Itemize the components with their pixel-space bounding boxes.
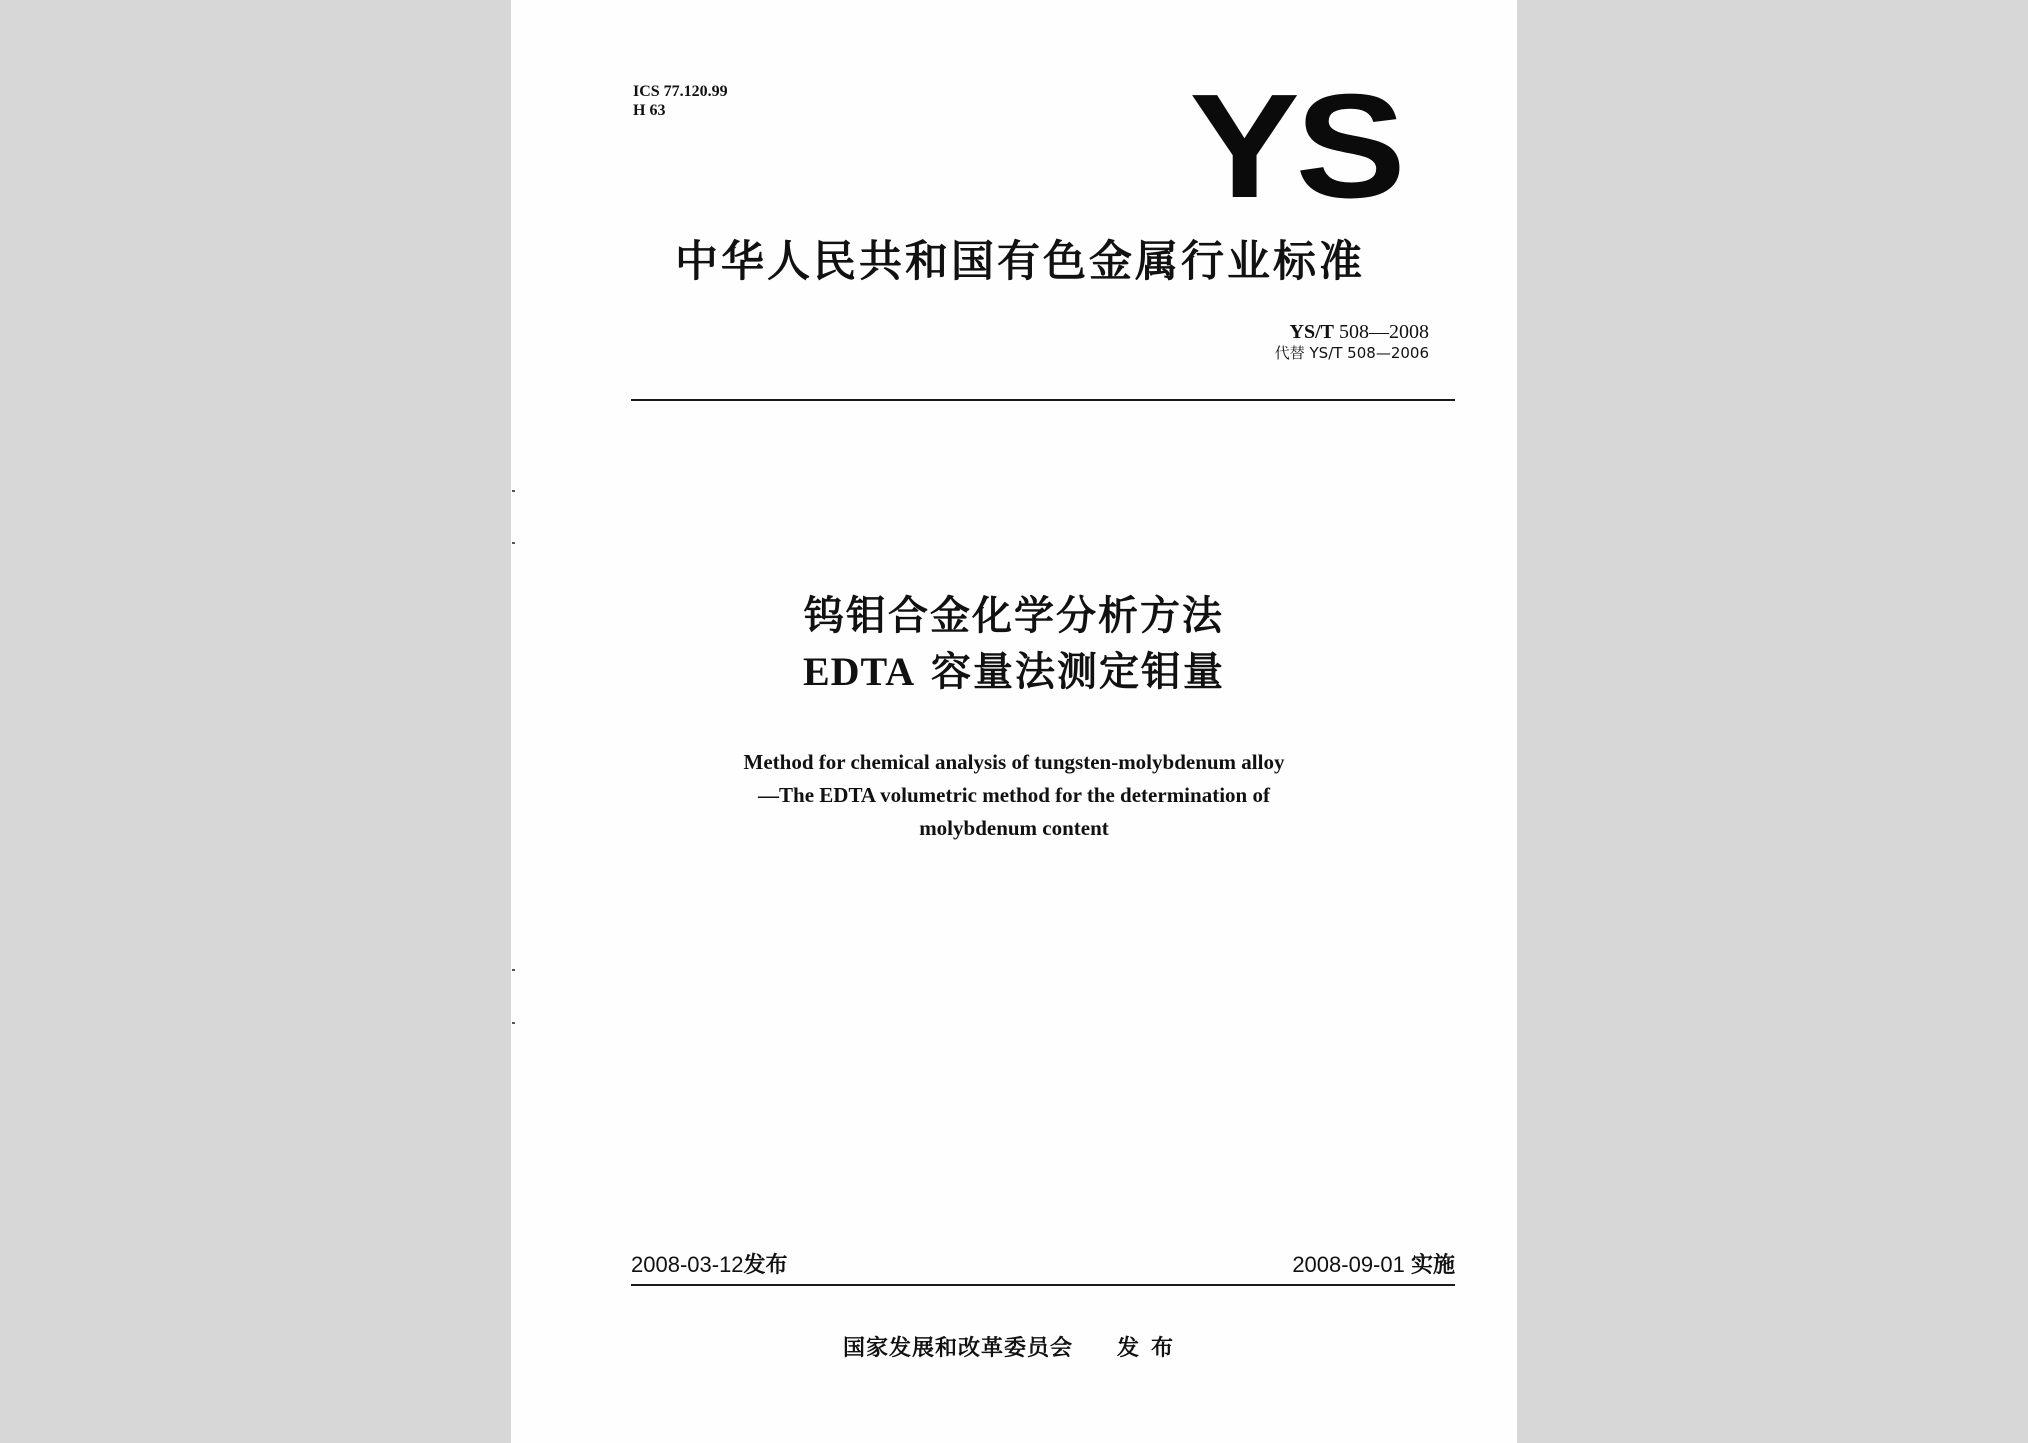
standard-number	[1275, 320, 1429, 344]
issue-date-value: 2008-03-12	[631, 1252, 744, 1277]
ys-logo: YS	[1188, 64, 1401, 229]
header-divider	[631, 399, 1455, 401]
effective-date-value: 2008-09-01	[1292, 1252, 1405, 1277]
standard-title-text: 中华人民共和国有色金属行业标准	[675, 237, 1365, 287]
replaces-note: 代替 YS/T 508—2006	[1274, 344, 1429, 362]
chinese-title-line-1: 钨钼合金化学分析方法	[804, 593, 1224, 639]
effective-date	[1292, 1252, 1455, 1279]
chinese-title-edta: EDTA	[802, 649, 916, 694]
issuer-name: 国家发展和改革委员会	[842, 1336, 1073, 1361]
standard-title	[511, 234, 1517, 290]
chinese-title-line-2	[511, 644, 1517, 700]
classification-codes	[633, 82, 728, 120]
chinese-title	[511, 588, 1517, 700]
issue-date-label: 发布	[743, 1253, 788, 1278]
margin-tick	[512, 1022, 515, 1024]
english-title-line-1: Method for chemical analysis of tungsten-molybdenum alloy	[743, 750, 1285, 774]
english-title-line-3: molybdenum content	[919, 816, 1109, 840]
ics-code: ICS 77.120.99	[633, 83, 728, 100]
margin-tick	[512, 969, 515, 971]
issue-date	[631, 1252, 788, 1279]
chinese-title-rest: 容量法测定钼量	[931, 649, 1226, 695]
issuer-line	[511, 1334, 1517, 1364]
issuer-action: 发布	[1117, 1336, 1186, 1361]
standard-number-prefix: YS/T	[1289, 321, 1334, 343]
ccs-code: H 63	[633, 102, 666, 119]
effective-date-label: 实施	[1410, 1253, 1455, 1278]
margin-tick	[512, 542, 515, 544]
english-title	[511, 746, 1517, 845]
standard-code-block	[1275, 320, 1429, 362]
document-page	[511, 0, 1517, 1443]
english-title-line-2: —The EDTA volumetric method for the determination of	[758, 783, 1270, 807]
standard-number-value: 508—2008	[1339, 321, 1429, 343]
margin-tick	[512, 490, 515, 492]
footer-divider	[631, 1284, 1455, 1286]
